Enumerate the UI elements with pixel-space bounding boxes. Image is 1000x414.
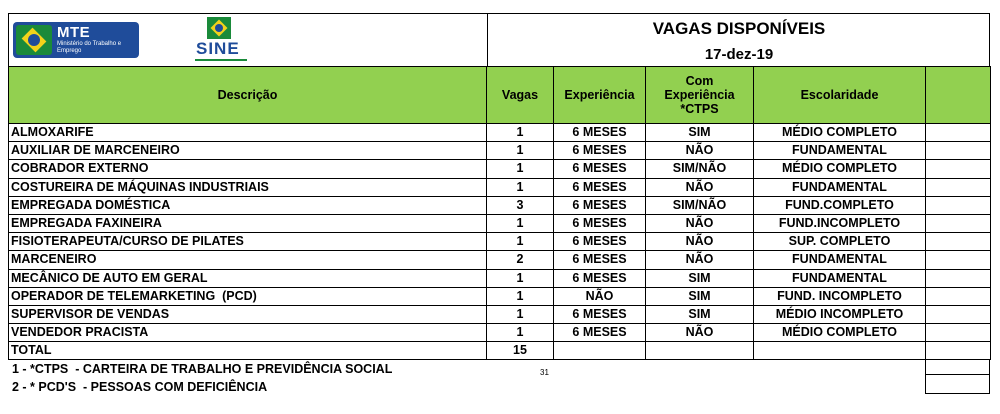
footer-empty-cell xyxy=(925,360,990,375)
cell-escolaridade: MÉDIO INCOMPLETO xyxy=(754,305,926,323)
cell-ctps: NÃO xyxy=(646,214,754,232)
cell-experiencia: 6 MESES xyxy=(554,324,646,342)
cell-ctps: NÃO xyxy=(646,233,754,251)
cell-descricao: EMPREGADA DOMÉSTICA xyxy=(9,196,487,214)
page-number: 31 xyxy=(540,368,549,378)
cell-experiencia: 6 MESES xyxy=(554,142,646,160)
cell-blank xyxy=(926,160,991,178)
column-header-com-experiencia-line1: Com xyxy=(685,74,714,88)
cell-experiencia: 6 MESES xyxy=(554,214,646,232)
cell-ctps: NÃO xyxy=(646,251,754,269)
table-row xyxy=(9,324,991,342)
cell-blank xyxy=(926,324,991,342)
vacancies-table xyxy=(8,66,991,360)
cell-experiencia: 6 MESES xyxy=(554,251,646,269)
table-row xyxy=(9,160,991,178)
column-header-com-experiencia-line2: Experiência xyxy=(664,88,735,102)
cell-descricao: AUXILIAR DE MARCENEIRO xyxy=(9,142,487,160)
cell-experiencia: 6 MESES xyxy=(554,305,646,323)
cell-vagas: 1 xyxy=(487,214,554,232)
cell-blank xyxy=(926,251,991,269)
table-row xyxy=(9,178,991,196)
brazil-flag-icon xyxy=(16,25,52,55)
column-header-experiencia: Experiência xyxy=(554,67,646,124)
cell-experiencia: 6 MESES xyxy=(554,269,646,287)
cell-ctps: NÃO xyxy=(646,324,754,342)
mte-logo-text: MTE xyxy=(57,24,91,41)
table-row xyxy=(9,214,991,232)
sine-logo xyxy=(187,17,257,63)
cell-vagas: 1 xyxy=(487,124,554,142)
cell-escolaridade: FUND. INCOMPLETO xyxy=(754,287,926,305)
cell-vagas: 1 xyxy=(487,269,554,287)
cell-blank xyxy=(554,342,646,360)
cell-ctps: SIM/NÃO xyxy=(646,160,754,178)
cell-vagas: 1 xyxy=(487,324,554,342)
page-date: 17-dez-19 xyxy=(704,46,774,63)
sine-logo-underline xyxy=(195,59,247,61)
mte-logo-subtitle: Ministério do Trabalho e Emprego xyxy=(57,41,122,54)
table-row xyxy=(9,287,991,305)
cell-vagas: 1 xyxy=(487,233,554,251)
cell-blank xyxy=(926,124,991,142)
cell-escolaridade: FUNDAMENTAL xyxy=(754,269,926,287)
table-row xyxy=(9,233,991,251)
cell-ctps: NÃO xyxy=(646,178,754,196)
brazil-flag-icon xyxy=(207,17,231,39)
footnote-ctps: 1 - *CTPS - CARTEIRA DE TRABALHO E PREVIDÊNCIA SOCIAL xyxy=(12,362,393,377)
cell-ctps: SIM/NÃO xyxy=(646,196,754,214)
cell-escolaridade: FUND.INCOMPLETO xyxy=(754,214,926,232)
footnotes xyxy=(8,360,990,404)
cell-blank xyxy=(926,287,991,305)
cell-escolaridade: FUND.COMPLETO xyxy=(754,196,926,214)
column-header-com-experiencia xyxy=(646,67,754,124)
cell-descricao: MARCENEIRO xyxy=(9,251,487,269)
cell-ctps: SIM xyxy=(646,305,754,323)
table-row xyxy=(9,305,991,323)
vacancy-sheet xyxy=(8,13,990,404)
cell-experiencia: 6 MESES xyxy=(554,233,646,251)
sheet-header xyxy=(8,13,990,66)
cell-descricao: OPERADOR DE TELEMARKETING (PCD) xyxy=(9,287,487,305)
cell-escolaridade: MÉDIO COMPLETO xyxy=(754,124,926,142)
column-header-blank xyxy=(926,67,991,124)
cell-descricao: COSTUREIRA DE MÁQUINAS INDUSTRIAIS xyxy=(9,178,487,196)
logo-area xyxy=(9,14,487,66)
cell-vagas: 3 xyxy=(487,196,554,214)
cell-ctps: SIM xyxy=(646,287,754,305)
cell-blank xyxy=(926,269,991,287)
cell-ctps: NÃO xyxy=(646,142,754,160)
cell-blank xyxy=(926,178,991,196)
cell-experiencia: NÃO xyxy=(554,287,646,305)
cell-vagas: 1 xyxy=(487,160,554,178)
cell-escolaridade: FUNDAMENTAL xyxy=(754,251,926,269)
cell-vagas: 1 xyxy=(487,305,554,323)
cell-blank xyxy=(754,342,926,360)
column-header-vagas: Vagas xyxy=(487,67,554,124)
column-header-com-experiencia-line3: *CTPS xyxy=(680,102,719,116)
footer-empty-cell xyxy=(925,374,990,394)
table-row xyxy=(9,124,991,142)
cell-blank xyxy=(646,342,754,360)
footnote-pcd: 2 - * PCD'S - PESSOAS COM DEFICIÊNCIA xyxy=(12,380,268,395)
cell-experiencia: 6 MESES xyxy=(554,196,646,214)
table-body xyxy=(9,124,991,360)
cell-escolaridade: MÉDIO COMPLETO xyxy=(754,160,926,178)
cell-escolaridade: SUP. COMPLETO xyxy=(754,233,926,251)
column-header-descricao: Descrição xyxy=(9,67,487,124)
cell-descricao: VENDEDOR PRACISTA xyxy=(9,324,487,342)
cell-escolaridade: FUNDAMENTAL xyxy=(754,178,926,196)
cell-ctps: SIM xyxy=(646,124,754,142)
cell-descricao: ALMOXARIFE xyxy=(9,124,487,142)
cell-vagas: 1 xyxy=(487,287,554,305)
table-row xyxy=(9,142,991,160)
cell-blank xyxy=(926,196,991,214)
cell-experiencia: 6 MESES xyxy=(554,178,646,196)
cell-blank xyxy=(926,214,991,232)
cell-descricao: COBRADOR EXTERNO xyxy=(9,160,487,178)
sine-logo-text: SINE xyxy=(196,39,240,58)
cell-blank xyxy=(926,342,991,360)
cell-experiencia: 6 MESES xyxy=(554,124,646,142)
cell-descricao: EMPREGADA FAXINEIRA xyxy=(9,214,487,232)
cell-escolaridade: MÉDIO COMPLETO xyxy=(754,324,926,342)
table-row xyxy=(9,196,991,214)
total-vagas: 15 xyxy=(487,342,554,360)
cell-vagas: 1 xyxy=(487,142,554,160)
page-title: VAGAS DISPONÍVEIS xyxy=(652,19,826,38)
cell-blank xyxy=(926,305,991,323)
cell-vagas: 2 xyxy=(487,251,554,269)
cell-descricao: MECÂNICO DE AUTO EM GERAL xyxy=(9,269,487,287)
cell-blank xyxy=(926,142,991,160)
cell-blank xyxy=(926,233,991,251)
table-row xyxy=(9,269,991,287)
cell-descricao: SUPERVISOR DE VENDAS xyxy=(9,305,487,323)
cell-descricao: FISIOTERAPEUTA/CURSO DE PILATES xyxy=(9,233,487,251)
cell-escolaridade: FUNDAMENTAL xyxy=(754,142,926,160)
title-area xyxy=(487,14,990,66)
table-header-row xyxy=(9,67,991,124)
cell-vagas: 1 xyxy=(487,178,554,196)
table-row xyxy=(9,251,991,269)
column-header-escolaridade: Escolaridade xyxy=(754,67,926,124)
cell-ctps: SIM xyxy=(646,269,754,287)
cell-experiencia: 6 MESES xyxy=(554,160,646,178)
total-label: TOTAL xyxy=(9,342,487,360)
mte-logo xyxy=(13,22,139,58)
total-row xyxy=(9,342,991,360)
